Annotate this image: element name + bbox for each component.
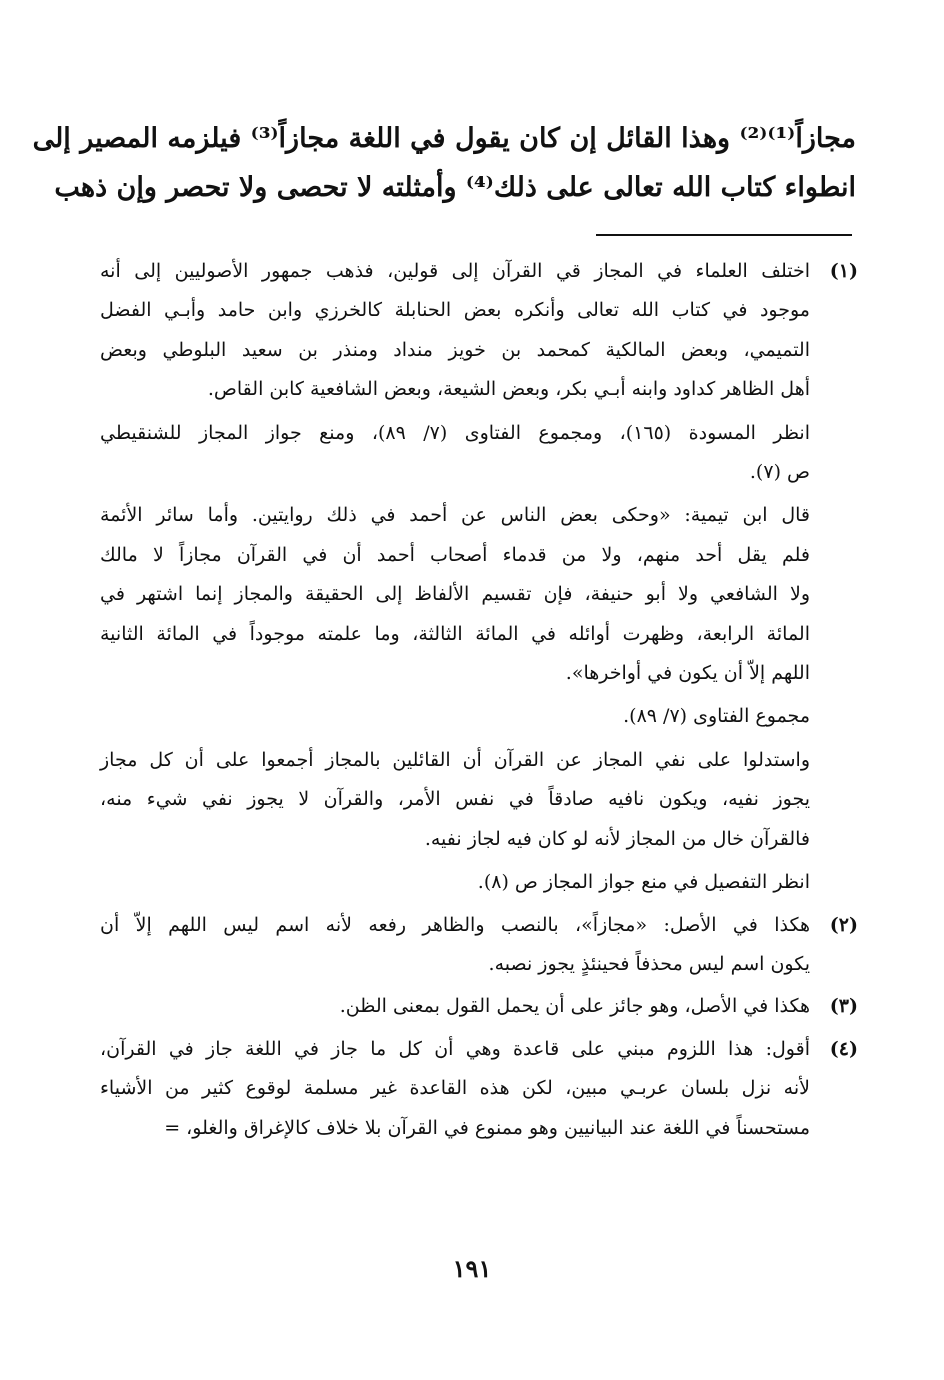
- footnote-number: (٢): [829, 913, 858, 936]
- footnote-separator: [596, 234, 852, 236]
- footnote-line: ولا الشافعي ولا أبو حنيفة، فإن تقسيم الألفاظ إلى الحقيقة والمجاز إنما اشتهر في: [100, 583, 810, 606]
- main-text-line: مجازاً⁽¹⁾⁽²⁾ وهذا القائل إن كان يقول في اللغة مجازاً⁽³⁾ فيلزمه المصير إلى: [32, 123, 856, 154]
- footnote-line: مستحسناً في اللغة عند البيانيين وهو ممنوع في القرآن بلا خلاف كالإغراق والغلو، =: [164, 1116, 810, 1139]
- footnote-paragraph: [100, 741, 810, 859]
- footnote-line: أقول: هذا اللزوم مبني على قاعدة وهي أن كل ما جاز في اللغة جاز في القرآن،: [100, 1037, 810, 1060]
- footnote-paragraph: [100, 1030, 810, 1148]
- footnote-line: اللهم إلاّ أن يكون في أواخرها».: [565, 662, 810, 685]
- footnote: [100, 906, 858, 985]
- footnote-paragraph: [100, 496, 810, 693]
- footnote-line: لأنه نزل بلسان عربـي مبين، لكن هذه القاعدة غير مسلمة لوقوع كثير من الأشياء: [100, 1077, 810, 1100]
- footnote-paragraph: [100, 863, 810, 902]
- footnote-line: ص (٧).: [749, 461, 810, 484]
- footnote-line: فالقرآن خال من المجاز لأنه لو كان فيه لجاز نفيه.: [424, 827, 810, 850]
- page-number: ١٩١: [452, 1254, 492, 1283]
- footnote-line: انظر التفصيل في منع جواز المجاز ص (٨).: [477, 871, 810, 894]
- footnotes: [100, 252, 858, 1148]
- footnote-line: انظر المسودة (١٦٥)، ومجموع الفتاوى (٧/ ٨٩)، ومنع جواز المجاز للشنقيطي: [100, 421, 810, 444]
- footnote-number: (٣): [829, 995, 858, 1018]
- footnote-paragraph: [100, 697, 810, 736]
- footnote-line: المائة الرابعة، وظهرت أوائله في المائة الثالثة، وما علمته موجوداً في المائة الثانية: [100, 622, 810, 645]
- footnote-line: أهل الظاهر كداود وابنه أبـي بكر، وبعض الشيعة، وبعض الشافعية كابن القاص.: [207, 378, 810, 401]
- footnote-line: قال ابن تيمية: «وحكى بعض الناس عن أحمد في ذلك روايتين. وأما سائر الأئمة: [100, 504, 810, 527]
- footnote-line: فلم يقل أحد منهم، ولا من قدماء أصحاب أحمد أن في القرآن مجازاً لا مالك: [100, 543, 810, 566]
- footnote-line: واستدلوا على نفي المجاز عن القرآن أن القائلين بالمجاز أجمعوا على أن كل مجاز: [100, 748, 810, 771]
- footnote-line: هكذا في الأصل: «مجازاً»، بالنصب والظاهر رفعه لأنه اسم ليس اللهم إلاّ أن: [100, 913, 810, 936]
- footnote-paragraph: [100, 252, 810, 410]
- footnote-number: (٤): [829, 1037, 858, 1060]
- footnote-line: التميمي، وبعض المالكية كمحمد بن خويز منداد ومنذر بن سعيد البلوطي وبعض: [100, 338, 810, 361]
- footnote-paragraph: [100, 906, 810, 985]
- footnote-line: هكذا في الأصل، وهو جائز على أن يحمل القول بمعنى الظن.: [339, 995, 810, 1018]
- main-text-line: انطواء كتاب الله تعالى على ذلك⁽⁴⁾ وأمثلته لا تحصى ولا تحصر وإن ذهب: [54, 172, 856, 203]
- footnote-paragraph: [100, 414, 810, 493]
- footnote-line: يجوز نفيه، ويكون نافيه صادقاً في نفس الأمر، والقرآن لا يجوز نفي شيء منه،: [100, 788, 810, 811]
- footnote: [100, 1030, 858, 1148]
- main-text: [32, 114, 856, 212]
- footnote-line: اختلف العلماء في المجاز قي القرآن إلى قولين، فذهب جمهور الأصوليين إلى أنه: [100, 260, 810, 282]
- footnote: [100, 987, 858, 1026]
- footnote-line: يكون اسم ليس محذفاً فحينئذٍ يجوز نصبه.: [488, 952, 810, 975]
- footnote-paragraph: [100, 987, 810, 1026]
- footnote: [100, 252, 858, 903]
- footnote-number: (١): [829, 260, 858, 282]
- footnote-line: مجموع الفتاوى (٧/ ٨٩).: [623, 705, 810, 728]
- footnote-line: موجود في كتاب الله تعالى وأنكره بعض الحنابلة كالخرزي وابن حامد وأبـي الفضل: [100, 299, 810, 322]
